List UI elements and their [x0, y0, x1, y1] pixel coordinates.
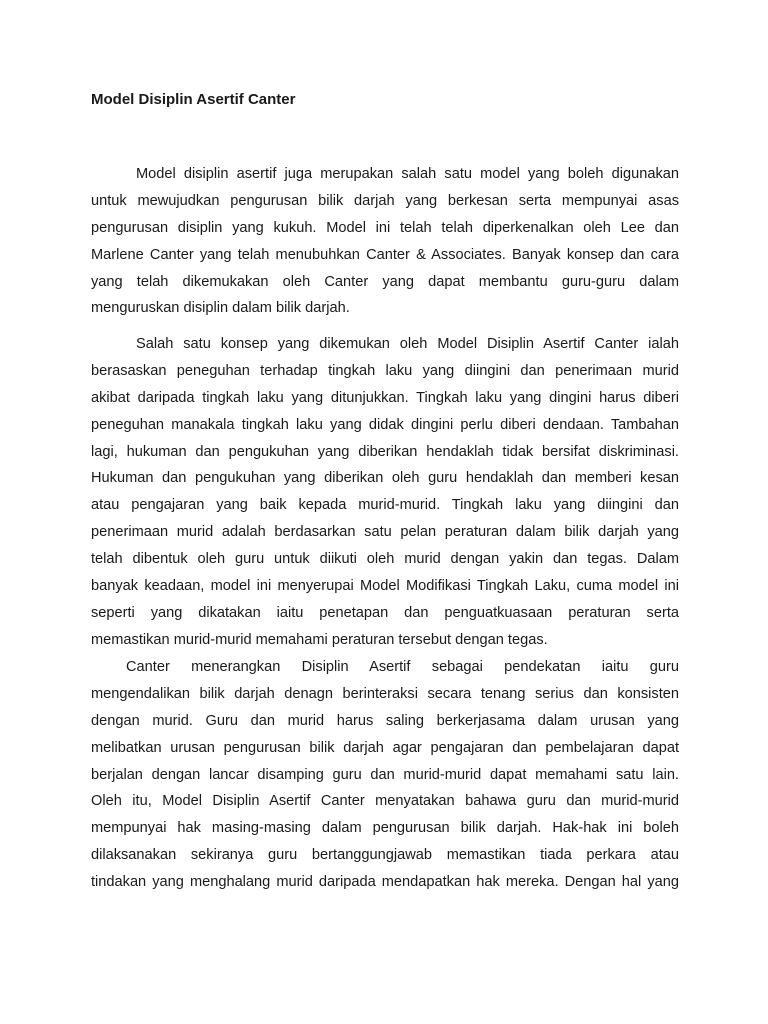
paragraph-3: [91, 654, 679, 896]
text-line: Model disiplin asertif juga merupakan salah satu model yang boleh digunakan: [136, 166, 679, 182]
text-line: telah dibentuk oleh guru untuk diikuti oleh murid dengan yakin dan tegas. Dalam: [91, 551, 679, 568]
text-line: memastikan murid-murid memahami peraturan tersebut dengan tegas.: [91, 631, 548, 648]
text-line: Oleh itu, Model Disiplin Asertif Canter menyatakan bahawa guru dan murid-murid: [91, 793, 679, 810]
text-line: menguruskan disiplin dalam bilik darjah.: [91, 300, 350, 317]
text-line: atau pengajaran yang baik kepada murid-murid. Tingkah laku yang diingini dan: [91, 497, 679, 514]
text-line: akibat daripada tingkah laku yang ditunjukkan. Tingkah laku yang dingini harus diberi: [91, 389, 679, 406]
document-title: Model Disiplin Asertif Canter: [91, 91, 296, 108]
text-line: Salah satu konsep yang dikemukan oleh Model Disiplin Asertif Canter ialah: [136, 336, 679, 352]
text-line: Hukuman dan pengukuhan yang diberikan oleh guru hendaklah dan memberi kesan: [91, 470, 679, 487]
text-line: seperti yang dikatakan iaitu penetapan dan penguatkuasaan peraturan serta: [91, 604, 679, 621]
text-line: dengan murid. Guru dan murid harus saling berkerjasama dalam urusan yang: [91, 712, 679, 729]
text-line: yang telah dikemukakan oleh Canter yang dapat membantu guru-guru dalam: [91, 273, 679, 290]
text-line: penerimaan murid adalah berdasarkan satu pelan peraturan dalam bilik darjah yang: [91, 524, 679, 541]
text-line: tindakan yang menghalang murid daripada mendapatkan hak mereka. Dengan hal yang: [91, 874, 679, 891]
text-line: mengendalikan bilik darjah denagn berinteraksi secara tenang serius dan konsisten: [91, 685, 679, 702]
text-line: melibatkan urusan pengurusan bilik darjah agar pengajaran dan pembelajaran dapat: [91, 739, 679, 756]
text-line: mempunyai hak masing-masing dalam pengurusan bilik darjah. Hak-hak ini boleh: [91, 820, 679, 837]
text-line: peneguhan manakala tingkah laku yang didak dingini perlu diberi dendaan. Tambahan: [91, 416, 679, 433]
text-line: untuk mewujudkan pengurusan bilik darjah yang berkesan serta mempunyai asas: [91, 192, 679, 209]
text-line: lagi, hukuman dan pengukuhan yang diberikan hendaklah tidak bersifat diskriminasi.: [91, 443, 679, 460]
text-line: pengurusan disiplin yang kukuh. Model ini telah telah diperkenalkan oleh Lee dan: [91, 219, 679, 236]
text-line: berjalan dengan lancar disamping guru dan murid-murid dapat memahami satu lain.: [91, 766, 679, 783]
paragraph-1: [91, 161, 679, 322]
paragraph-2: [91, 331, 679, 654]
text-line: banyak keadaan, model ini menyerupai Model Modifikasi Tingkah Laku, cuma model ini: [91, 578, 679, 595]
text-line: berasaskan peneguhan terhadap tingkah laku yang diingini dan penerimaan murid: [91, 362, 679, 379]
text-line: Canter menerangkan Disiplin Asertif sebagai pendekatan iaitu guru: [126, 659, 679, 675]
text-line: Marlene Canter yang telah menubuhkan Canter & Associates. Banyak konsep dan cara: [91, 246, 679, 263]
text-line: dilaksanakan sekiranya guru bertanggungjawab memastikan tiada perkara atau: [91, 847, 679, 864]
